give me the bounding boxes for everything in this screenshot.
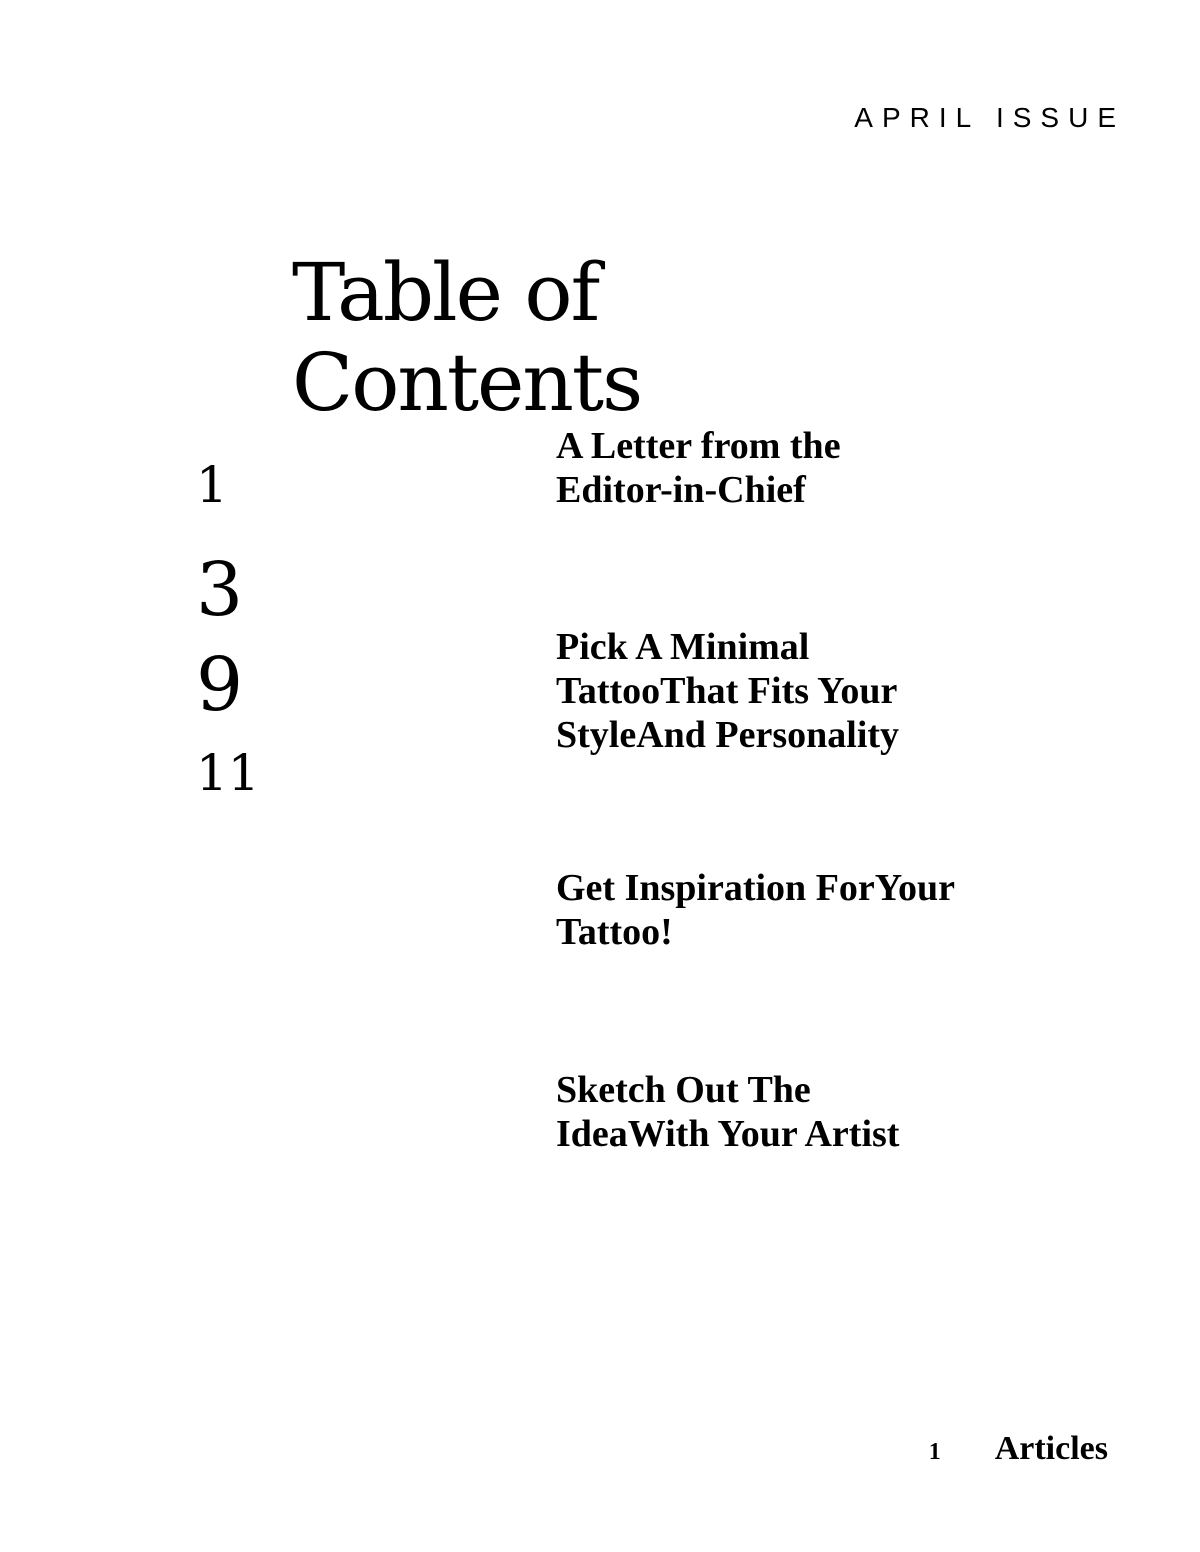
toc-entry-title[interactable]: Get Inspiration ForYour Tattoo! xyxy=(556,867,955,953)
page-title xyxy=(292,248,641,428)
page-footer xyxy=(929,1432,1108,1466)
page-title-line-2: Contents xyxy=(292,336,642,429)
toc-page-number: 3 xyxy=(196,547,244,633)
footer-page-number: 1 xyxy=(928,1439,941,1465)
footer-section-name: Articles xyxy=(994,1430,1108,1467)
toc-entry-title[interactable]: Sketch Out The IdeaWith Your Artist xyxy=(556,1069,900,1155)
issue-label: APRIL ISSUE xyxy=(854,102,1125,133)
toc-entry-title[interactable]: Pick A Minimal TattooThat Fits Your StyleAnd Personality xyxy=(556,626,900,756)
page-title-line-1: Table of xyxy=(292,246,599,339)
toc-page-number: 1 xyxy=(196,456,228,514)
toc-page-number: 11 xyxy=(196,744,260,802)
toc-page-number: 9 xyxy=(196,642,244,728)
toc-entry-title[interactable]: A Letter from the Editor-in-Chief xyxy=(556,425,841,511)
